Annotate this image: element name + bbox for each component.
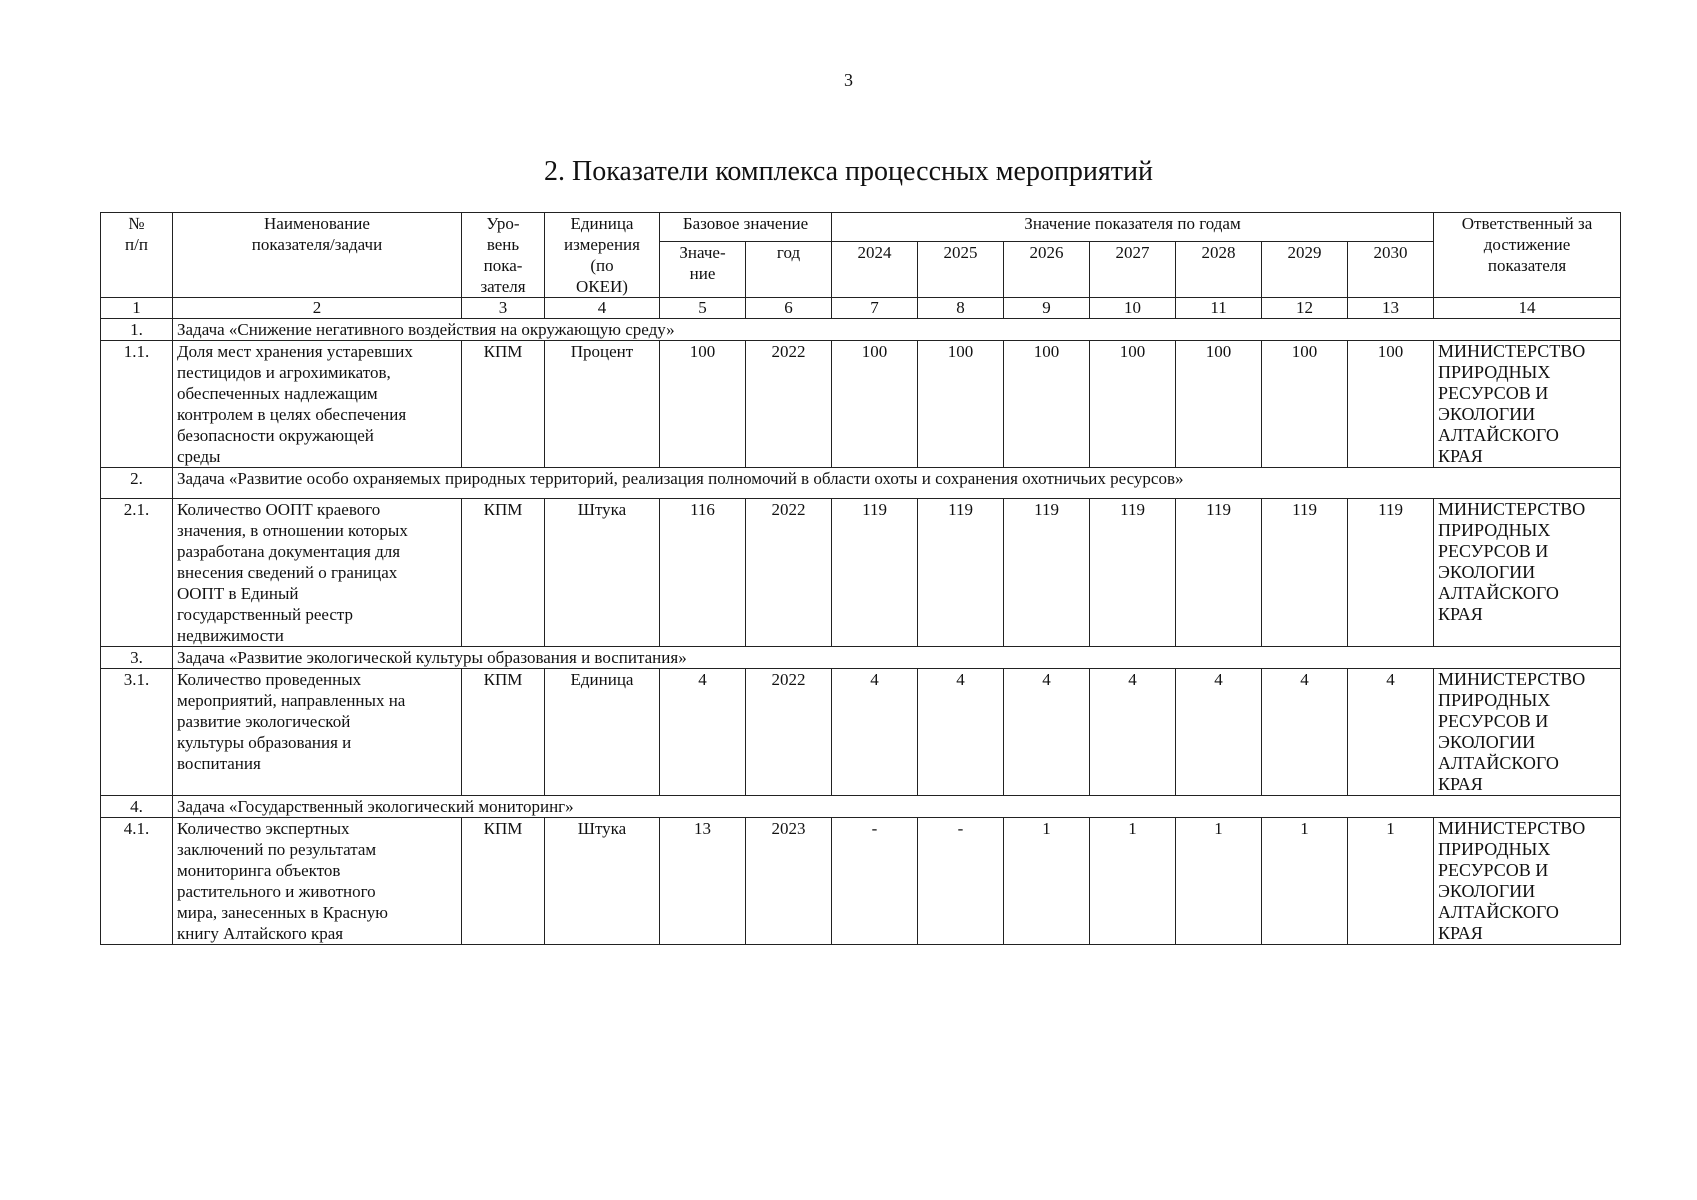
- indicator-level: КПМ: [462, 341, 545, 468]
- indicator-responsible: [1434, 499, 1621, 647]
- indicator-responsible: [1434, 341, 1621, 468]
- responsible-line: ПРИРОДНЫХ: [1438, 362, 1551, 382]
- indicator-year-value: 119: [832, 499, 918, 647]
- indicator-unit: Единица: [545, 669, 660, 796]
- responsible-line: МИНИСТЕРСТВО: [1438, 341, 1586, 361]
- indicator-year-value: 119: [1090, 499, 1176, 647]
- indicator-name-line: книгу Алтайского края: [177, 924, 344, 943]
- header-text: (по: [590, 256, 614, 275]
- indicators-table: [100, 212, 1621, 945]
- header-responsible: [1434, 213, 1621, 298]
- indicator-name-line: государственный реестр: [177, 605, 354, 624]
- page-title: 2. Показатели комплекса процессных мероприятий: [543, 156, 1153, 187]
- header-text: Ответственный за: [1461, 214, 1593, 233]
- indicator-name-line: разработана документация для: [177, 542, 401, 561]
- indicator-year-value: 100: [1348, 341, 1434, 468]
- indicator-name-line: Количество ООПТ краевого: [177, 500, 381, 519]
- indicator-unit: Штука: [545, 818, 660, 945]
- indicator-base-year: 2022: [746, 499, 832, 647]
- header-num: [101, 213, 173, 298]
- indicator-year-value: 1: [1176, 818, 1262, 945]
- indicator-name-line: среды: [177, 447, 221, 466]
- header-name: [173, 213, 462, 298]
- header-text: зателя: [480, 277, 526, 296]
- indicator-name: [173, 669, 462, 796]
- indicator-name-line: заключений по результатам: [177, 840, 377, 859]
- responsible-line: ПРИРОДНЫХ: [1438, 690, 1551, 710]
- responsible-line: АЛТАЙСКОГО: [1438, 902, 1559, 922]
- indicator-year-value: 1: [1004, 818, 1090, 945]
- page-number: 3: [844, 70, 853, 90]
- indicator-year-value: 100: [918, 341, 1004, 468]
- responsible-line: ЭКОЛОГИИ: [1438, 562, 1536, 582]
- header-base-year: год: [746, 241, 832, 297]
- header-level: [462, 213, 545, 298]
- indicator-name: [173, 341, 462, 468]
- responsible-line: КРАЯ: [1438, 923, 1483, 943]
- header-text: пока-: [483, 256, 523, 275]
- task-row: [101, 319, 1621, 341]
- indicator-name-line: ООПТ в Единый: [177, 584, 299, 603]
- column-number: 12: [1262, 298, 1348, 319]
- header-year: 2026: [1004, 241, 1090, 297]
- column-number: 6: [746, 298, 832, 319]
- task-row: [101, 647, 1621, 669]
- indicator-name: [173, 818, 462, 945]
- indicator-name-line: Количество проведенных: [177, 670, 362, 689]
- indicator-name-line: значения, в отношении которых: [177, 521, 408, 540]
- responsible-line: АЛТАЙСКОГО: [1438, 425, 1559, 445]
- column-number: 9: [1004, 298, 1090, 319]
- indicator-name-line: Количество экспертных: [177, 819, 350, 838]
- indicator-name-line: мониторинга объектов: [177, 861, 341, 880]
- header-year: 2028: [1176, 241, 1262, 297]
- indicator-year-value: 119: [1176, 499, 1262, 647]
- header-base-value: [660, 241, 746, 297]
- indicator-num: 4.1.: [101, 818, 173, 945]
- indicator-name-line: обеспеченных надлежащим: [177, 384, 378, 403]
- task-num: 3.: [101, 647, 173, 669]
- header-year: 2025: [918, 241, 1004, 297]
- indicator-responsible: [1434, 669, 1621, 796]
- responsible-line: АЛТАЙСКОГО: [1438, 583, 1559, 603]
- task-row: [101, 468, 1621, 499]
- indicator-year-value: 100: [1090, 341, 1176, 468]
- header-text: ОКЕИ): [576, 277, 628, 296]
- indicator-year-value: -: [918, 818, 1004, 945]
- indicator-year-value: 100: [832, 341, 918, 468]
- indicator-year-value: 4: [1004, 669, 1090, 796]
- header-text: Наименование: [264, 214, 370, 233]
- indicator-num: 1.1.: [101, 341, 173, 468]
- indicator-name-line: недвижимости: [177, 626, 284, 645]
- header-year: 2027: [1090, 241, 1176, 297]
- task-row: [101, 796, 1621, 818]
- column-number: 8: [918, 298, 1004, 319]
- indicator-row: [101, 818, 1621, 945]
- task-name: Задача «Государственный экологический мониторинг»: [173, 796, 1621, 818]
- indicator-name-line: растительного и животного: [177, 882, 376, 901]
- responsible-line: ПРИРОДНЫХ: [1438, 520, 1551, 540]
- indicator-year-value: 4: [918, 669, 1004, 796]
- indicator-year-value: 4: [1090, 669, 1176, 796]
- indicator-year-value: 100: [1176, 341, 1262, 468]
- indicator-base-value: 13: [660, 818, 746, 945]
- header-base-group: Базовое значение: [660, 213, 832, 242]
- indicator-row: [101, 341, 1621, 468]
- indicator-row: [101, 499, 1621, 647]
- indicator-row: [101, 669, 1621, 796]
- indicator-year-value: 1: [1262, 818, 1348, 945]
- header-years-group: Значение показателя по годам: [832, 213, 1434, 242]
- indicator-name-line: Доля мест хранения устаревших: [177, 342, 413, 361]
- column-number-row: [101, 298, 1621, 319]
- task-name: Задача «Снижение негативного воздействия на окружающую среду»: [173, 319, 1621, 341]
- indicator-year-value: 4: [832, 669, 918, 796]
- indicator-year-value: 119: [918, 499, 1004, 647]
- header-text: Уро-: [486, 214, 520, 233]
- responsible-line: КРАЯ: [1438, 446, 1483, 466]
- column-number: 7: [832, 298, 918, 319]
- indicator-level: КПМ: [462, 499, 545, 647]
- responsible-line: ЭКОЛОГИИ: [1438, 881, 1536, 901]
- indicator-num: 3.1.: [101, 669, 173, 796]
- indicator-unit: Штука: [545, 499, 660, 647]
- responsible-line: ПРИРОДНЫХ: [1438, 839, 1551, 859]
- column-number: 3: [462, 298, 545, 319]
- responsible-line: КРАЯ: [1438, 774, 1483, 794]
- responsible-line: РЕСУРСОВ И: [1438, 711, 1549, 731]
- header-text: Единица: [570, 214, 634, 233]
- indicator-base-value: 4: [660, 669, 746, 796]
- indicator-name-line: пестицидов и агрохимикатов,: [177, 363, 391, 382]
- header-unit: [545, 213, 660, 298]
- header-text: Значе-: [679, 242, 726, 262]
- indicator-base-value: 116: [660, 499, 746, 647]
- responsible-line: РЕСУРСОВ И: [1438, 541, 1549, 561]
- indicator-name-line: культуры образования и: [177, 733, 352, 752]
- indicator-name-line: мира, занесенных в Красную: [177, 903, 388, 922]
- indicator-name: [173, 499, 462, 647]
- indicator-responsible: [1434, 818, 1621, 945]
- header-text: №: [128, 214, 145, 233]
- indicator-level: КПМ: [462, 818, 545, 945]
- indicator-year-value: -: [832, 818, 918, 945]
- column-number: 5: [660, 298, 746, 319]
- header-year: 2024: [832, 241, 918, 297]
- task-num: 4.: [101, 796, 173, 818]
- header-text: показателя: [1487, 256, 1567, 275]
- indicator-year-value: 4: [1176, 669, 1262, 796]
- indicator-base-value: 100: [660, 341, 746, 468]
- indicator-unit: Процент: [545, 341, 660, 468]
- indicator-num: 2.1.: [101, 499, 173, 647]
- indicator-base-year: 2022: [746, 669, 832, 796]
- indicator-name-line: воспитания: [177, 754, 261, 773]
- indicator-year-value: 119: [1004, 499, 1090, 647]
- responsible-line: ЭКОЛОГИИ: [1438, 404, 1536, 424]
- indicator-name-line: контролем в целях обеспечения: [177, 405, 407, 424]
- indicator-year-value: 4: [1262, 669, 1348, 796]
- indicator-year-value: 119: [1262, 499, 1348, 647]
- header-year: 2030: [1348, 241, 1434, 297]
- column-number: 13: [1348, 298, 1434, 319]
- task-num: 1.: [101, 319, 173, 341]
- column-number: 14: [1434, 298, 1621, 319]
- header-text: ние: [689, 263, 716, 283]
- header-text: показателя/задачи: [251, 235, 383, 254]
- indicator-year-value: 100: [1262, 341, 1348, 468]
- header-year: 2029: [1262, 241, 1348, 297]
- responsible-line: МИНИСТЕРСТВО: [1438, 499, 1586, 519]
- header-text: п/п: [125, 235, 148, 254]
- indicator-base-year: 2022: [746, 341, 832, 468]
- header-text: измерения: [564, 235, 640, 254]
- column-number: 1: [101, 298, 173, 319]
- task-name: Задача «Развитие экологической культуры образования и воспитания»: [173, 647, 1621, 669]
- responsible-line: КРАЯ: [1438, 604, 1483, 624]
- column-number: 11: [1176, 298, 1262, 319]
- indicator-year-value: 119: [1348, 499, 1434, 647]
- header-row-1: [101, 213, 1621, 242]
- task-num: 2.: [101, 468, 173, 499]
- responsible-line: МИНИСТЕРСТВО: [1438, 669, 1586, 689]
- responsible-line: РЕСУРСОВ И: [1438, 860, 1549, 880]
- responsible-line: АЛТАЙСКОГО: [1438, 753, 1559, 773]
- header-text: достижение: [1483, 235, 1571, 254]
- responsible-line: МИНИСТЕРСТВО: [1438, 818, 1586, 838]
- column-number: 4: [545, 298, 660, 319]
- header-text: вень: [486, 235, 520, 254]
- task-name: Задача «Развитие особо охраняемых природных территорий, реализация полномочий в области охоты и сохранения охотничьих ресурсов»: [173, 468, 1621, 499]
- indicator-level: КПМ: [462, 669, 545, 796]
- column-number: 2: [173, 298, 462, 319]
- indicator-year-value: 100: [1004, 341, 1090, 468]
- column-number: 10: [1090, 298, 1176, 319]
- responsible-line: РЕСУРСОВ И: [1438, 383, 1549, 403]
- indicator-year-value: 1: [1348, 818, 1434, 945]
- indicator-base-year: 2023: [746, 818, 832, 945]
- responsible-line: ЭКОЛОГИИ: [1438, 732, 1536, 752]
- indicator-name-line: мероприятий, направленных на: [177, 691, 406, 710]
- indicator-name-line: безопасности окружающей: [177, 426, 374, 445]
- indicator-year-value: 4: [1348, 669, 1434, 796]
- indicator-name-line: развитие экологической: [177, 712, 351, 731]
- indicator-year-value: 1: [1090, 818, 1176, 945]
- indicator-name-line: внесения сведений о границах: [177, 563, 398, 582]
